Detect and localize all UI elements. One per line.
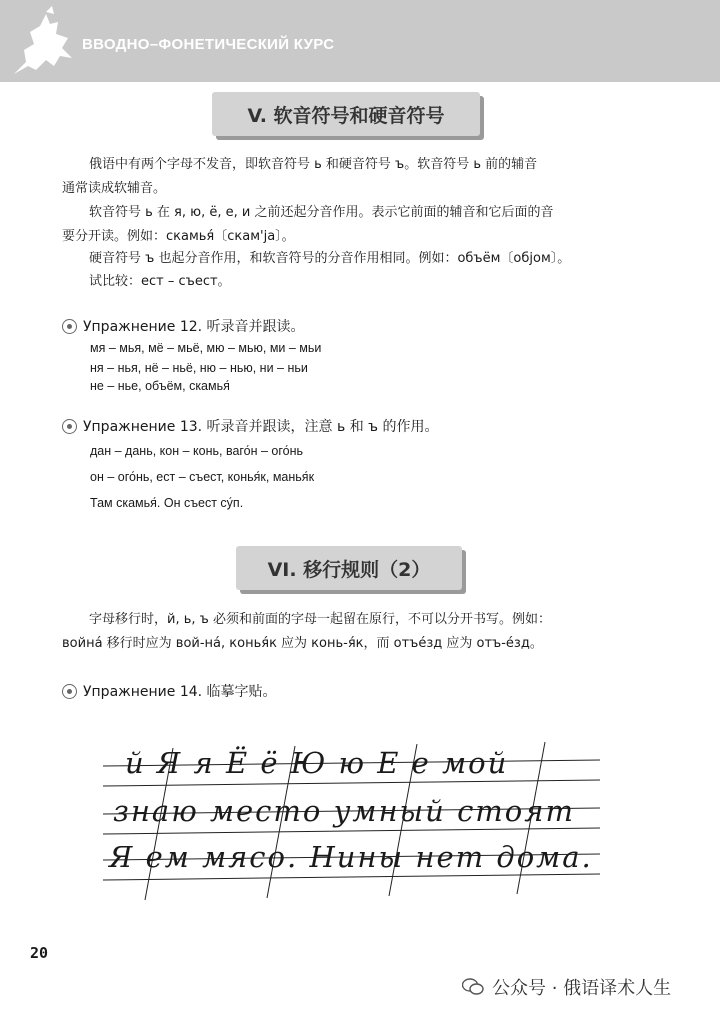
exercise-12-line: не – нье, объём, скамья́ <box>90 379 230 393</box>
section-v-paragraph: 试比较：ест – съест。 <box>89 274 231 289</box>
exercise-13-line: дан – дань, кон – конь, ваго́н – ого́нь <box>90 444 304 458</box>
section-v-paragraph: 通常读成软辅音。 <box>62 181 167 196</box>
exercise-12-label: Упражнение 12. 听录音并跟读。 <box>83 319 305 335</box>
page-header <box>0 0 720 82</box>
exercise-13-heading <box>62 416 439 436</box>
exercise-13-line: Там скамья́. Он съест су́п. <box>90 496 244 510</box>
wechat-icon <box>462 978 484 996</box>
section-v-paragraph: 软音符号 ь 在 я, ю, ё, е, и 之前还起分音作用。表示它前面的辅音和它后面的音 <box>89 205 554 220</box>
section-vi-paragraph: 字母移行时，й, ь, ъ 必须和前面的字母一起留在原行，不可以分开书写。例如： <box>89 612 551 627</box>
audio-disc-icon <box>62 684 77 699</box>
exercise-12-line: мя – мья, мё – мьё, мю – мью, ми – мьи <box>90 341 322 355</box>
audio-disc-icon <box>62 419 77 434</box>
section-vi-title: VI. 移行规则（2） <box>236 546 462 590</box>
watermark <box>462 974 671 1000</box>
audio-disc-icon <box>62 319 77 334</box>
section-vi-paragraph: война́ 移行时应为 вой-на́, конья́к 应为 конь-я́к，而 отъе́зд 应为 отъ-е́зд。 <box>62 636 543 651</box>
copybook-area <box>95 738 625 903</box>
section-v-title: V. 软音符号和硬音符号 <box>212 92 480 136</box>
exercise-12-line: ня – нья, нё – ньё, ню – нью, ни – ньи <box>90 361 308 375</box>
exercise-13-line: он – ого́нь, ест – съест, конья́к, манья́к <box>90 470 315 484</box>
copybook-line: Я ем мясо. Нины нет дома. <box>109 840 593 874</box>
page-number: 20 <box>30 944 49 962</box>
section-v-paragraph: 俄语中有两个字母不发音，即软音符号 ь 和硬音符号 ъ。软音符号 ь 前的辅音 <box>89 157 538 172</box>
section-v-paragraph: 硬音符号 ъ 也起分音作用，和软音符号的分音作用相同。例如：объём〔обjом〕。 <box>89 251 571 266</box>
course-title: ВВОДНО–ФОНЕТИЧЕСКИЙ КУРС <box>82 36 335 53</box>
copybook-line: й Я я Ё ё Ю ю Е е мой <box>125 746 509 780</box>
horseman-logo-icon <box>6 4 84 80</box>
exercise-14-label: Упражнение 14. 临摹字贴。 <box>83 684 277 700</box>
exercise-13-label: Упражнение 13. 听录音并跟读，注意 ь 和 ъ 的作用。 <box>83 419 439 435</box>
watermark-text: 公众号 · 俄语译术人生 <box>492 978 672 999</box>
copybook-line: знаю место умный стоят <box>113 794 575 828</box>
section-v-paragraph: 要分开读。例如：скамья́〔скам'ja〕。 <box>62 229 295 244</box>
exercise-12-heading <box>62 316 305 336</box>
exercise-14-heading <box>62 681 277 701</box>
